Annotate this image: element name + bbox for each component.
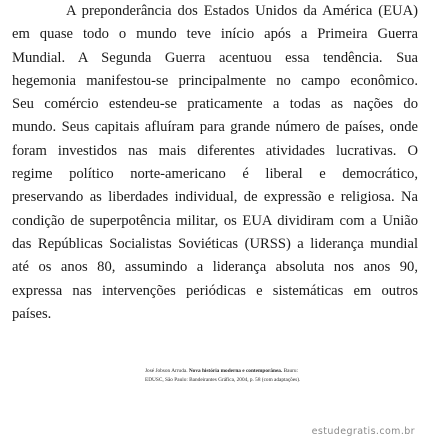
- source-citation: [145, 367, 418, 385]
- passage-line: Seu comércio estendeu-se praticamente a todas as nações do: [12, 96, 418, 113]
- passage-line: condição de superpotência militar, os EUA dividiram com a União: [12, 212, 418, 229]
- passage-line: expressa nas intervenções periódicas e sistemáticas em outros: [12, 282, 418, 299]
- passage-line: até os anos 80, assumindo a liderança absoluta nos anos 90,: [12, 259, 418, 276]
- passage-line: países.: [12, 305, 52, 322]
- passage-line: foram investidos nas mais diferentes atividades lucrativas. O: [12, 142, 418, 159]
- passage-line: em quase todo o mundo teve início após a Primeira Guerra: [12, 26, 418, 43]
- citation-line-1: [145, 367, 418, 376]
- passage-line: A preponderância dos Estados Unidos da América (EUA): [66, 3, 418, 19]
- citation-line-2: EDUSC, São Paulo: Bandeirantes Gráfica, 2004, p. 58 (com adaptações).: [145, 377, 301, 383]
- site-watermark: estudegratis.com.br: [311, 426, 415, 437]
- passage-line: regime político norte-americano é liberal e democrático,: [12, 166, 418, 183]
- citation-author: José Jobson Arruda.: [145, 368, 188, 374]
- passage-text: [12, 0, 418, 326]
- citation-title: Nova história moderna e contemporânea.: [188, 368, 283, 374]
- citation-city: Bauru:: [283, 368, 299, 374]
- passage-line: Mundial. A Segunda Guerra acentuou essa tendência. Sua: [12, 49, 418, 66]
- passage-line: das Repúblicas Socialistas Soviéticas (URSS) a liderança mundial: [12, 235, 418, 252]
- passage-line: mundo. Seus capitais afluíram para grande número de países, onde: [12, 119, 418, 136]
- passage-line: preservando as liberdades individual, de expressão e religiosa. Na: [12, 189, 418, 206]
- passage-line: hegemonia manifestou-se principalmente no campo econômico.: [12, 72, 418, 89]
